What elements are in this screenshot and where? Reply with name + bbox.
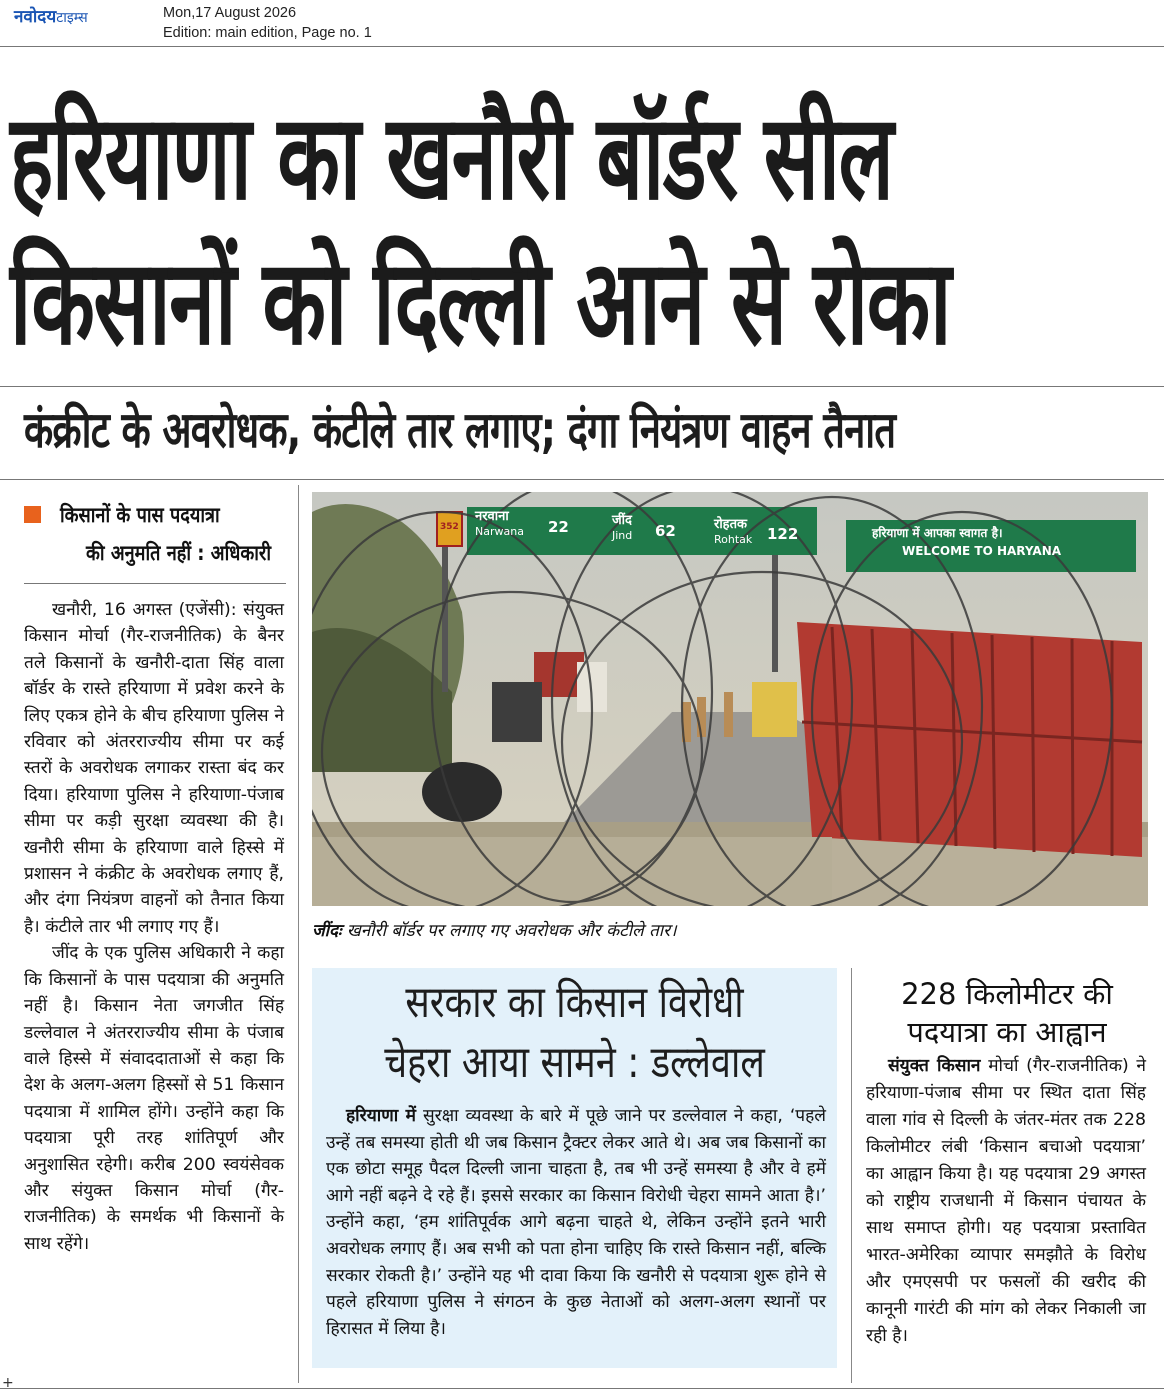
sign-en-1: Narwana — [475, 525, 524, 538]
edition-date: Mon,17 August 2026 — [163, 5, 297, 21]
masthead — [0, 0, 1164, 46]
mid-story-text: सुरक्षा व्यवस्था के बारे में पूछे जाने पर डल्लेवाल ने कहा, ‘पहले उन्हें तब समस्या होती थी जब किसान ट्रैक्टर लेकर आते थे। अब जब किसानों का एक छोटा समूह पैदल दिल्ली जाना चाहता है, तब भी उन्हें समस्या है और वे हमें आगे नहीं बढ़ने दे रहे हैं। इससे सरकार का किसान विरोधी चेहरा सामने आता है।’ उन्होंने कहा, ‘हम शांतिपूर्वक आगे बढ़ना चाहते थे, लेकिन उन्होंने इतने भारी अवरोधक लगाए हैं। अब सभी को पता होना चाहिए कि रास्ते किसान नहीं, बल्कि सरकार रोकती है।’ उन्होंने यह भी दावा किया कि खनौरी से पदयात्रा शुरू होने से पहले हरियाणा पुलिस ने संगठन के कुछ नेताओं को अलग-अलग स्थानों पर हिरासत में लिया है। — [326, 1106, 827, 1339]
column-rule-left — [298, 485, 299, 1383]
column-rule-right — [851, 968, 852, 1383]
edition-info — [163, 3, 372, 43]
edition-page: Edition: main edition, Page no. 1 — [163, 25, 372, 41]
newspaper-logo[interactable] — [14, 4, 88, 27]
kicker-divider — [24, 583, 286, 584]
subheadline-divider — [0, 479, 1164, 480]
left-paragraph-1: खनौरी, 16 अगस्त (एजेंसी): संयुक्त किसान मोर्चा (गैर-राजनीतिक) के बैनर तले किसानों के खनौरी-दाता सिंह वाला बॉर्डर के रास्ते हरियाणा में प्रवेश करने के लिए एकत्र होने के बीच हरियाणा पुलिस ने रविवार को अंतरराज्यीय सीमा पर कई स्तरों के अवरोधक लगाकर रास्ता बंद कर दिया। हरियाणा पुलिस ने हरियाणा-पंजाब सीमा पर कड़ी सुरक्षा व्यवस्था की है। खनौरी सीमा के हरियाणा वाले हिस्से में प्रशासन ने कंक्रीट के अवरोधक लगाए हैं, और दंगा नियंत्रण वाहनों को तैनात किया है। कंटीले तार भी लगाए गए हैं। — [24, 600, 284, 937]
headline-line-2: किसानों को दिल्ली आने से रोका — [10, 233, 951, 371]
right-headline-line-1: 228 किलोमीटर की — [901, 977, 1113, 1011]
mid-story-headline — [312, 973, 837, 1093]
bottom-divider — [0, 1388, 1164, 1389]
right-headline-line-2: पदयात्रा का आह्वान — [907, 1015, 1107, 1049]
sign-km-1: 22 — [548, 518, 569, 536]
sign-en-2: Jind — [612, 529, 633, 542]
sign-km-3: 122 — [767, 525, 799, 543]
kicker-line-1: किसानों के पास पदयात्रा — [60, 503, 220, 527]
photo-caption — [312, 918, 677, 941]
logo-main-text: नवोदय — [14, 7, 57, 27]
caption-place: जींदः — [312, 921, 342, 941]
kicker-square-icon — [24, 506, 41, 523]
sign-place-2: जींद — [612, 513, 632, 528]
logo-sub-text: टाइम्स — [56, 10, 88, 26]
sub-headline: कंक्रीट के अवरोधक, कंटीले तार लगाए; दंगा नियंत्रण वाहन तैनात — [24, 401, 896, 459]
left-story-body — [24, 597, 284, 1257]
caption-text: खनौरी बॉर्डर पर लगाए गए अवरोधक और कंटीले तार। — [346, 921, 677, 941]
sign-en-3: Rohtak — [714, 533, 753, 546]
headline-line-1: हरियाणा का खनौरी बॉर्डर सील — [10, 88, 893, 226]
right-story-body — [866, 1053, 1146, 1350]
kicker-line-2: की अनुमति नहीं : अधिकारी — [86, 541, 272, 565]
mid-story-lead: हरियाणा में — [346, 1106, 417, 1126]
right-story-lead: संयुक्त किसान — [888, 1056, 981, 1076]
sign-km-2: 62 — [655, 522, 676, 540]
sign-place-1: नरवाना — [475, 509, 509, 524]
news-photo[interactable] — [312, 492, 1148, 906]
nh-number: 352 — [440, 522, 459, 532]
right-story-headline — [862, 975, 1152, 1051]
masthead-divider — [0, 46, 1164, 47]
sign-place-3: रोहतक — [714, 517, 747, 532]
crop-mark-icon: + — [2, 1375, 14, 1391]
left-paragraph-2: जींद के एक पुलिस अधिकारी ने कहा कि किसानों के पास पदयात्रा की अनुमति नहीं है। किसान नेता जगजीत सिंह डल्लेवाल ने अंतरराज्यीय सीमा के पंजाब वाले हिस्से में संवाददाताओं से कहा कि देश के अलग-अलग हिस्सों से 51 किसान पदयात्रा में शामिल होंगे। उन्होंने कहा कि पदयात्रा पूरी तरह शांतिपूर्ण और अनुशासित रहेगी। करीब 200 स्वयंसेवक और संयुक्त किसान मोर्चा (गैर-राजनीतिक) के समर्थक भी किसानों के साथ रहेंगे। — [24, 943, 284, 1254]
mid-story-body — [326, 1103, 826, 1342]
mid-headline-line-2: चेहरा आया सामने : डल्लेवाल — [384, 1037, 765, 1088]
headline-divider — [0, 386, 1164, 387]
welcome-english: WELCOME TO HARYANA — [902, 544, 1062, 558]
welcome-hindi: हरियाणा में आपका स्वागत है। — [872, 526, 1003, 540]
mid-headline-line-1: सरकार का किसान विरोधी — [405, 977, 744, 1028]
right-story-text: मोर्चा (गैर-राजनीतिक) ने हरियाणा-पंजाब सीमा पर स्थित दाता सिंह वाला गांव से दिल्ली के जंतर-मंतर तक 228 किलोमीटर लंबी ‘किसान बचाओ पदयात्रा’ का आह्वान किया है। यह पदयात्रा 29 अगस्त को राष्ट्रीय राजधानी में किसान पंचायत के साथ समाप्त होगी। यह पदयात्रा प्रस्तावित भारत-अमेरिका व्यापार समझौते के विरोध और एमएसपी पर फसलों की खरीद की कानूनी गारंटी की मांग को लेकर निकाली जा रही है। — [866, 1056, 1146, 1346]
